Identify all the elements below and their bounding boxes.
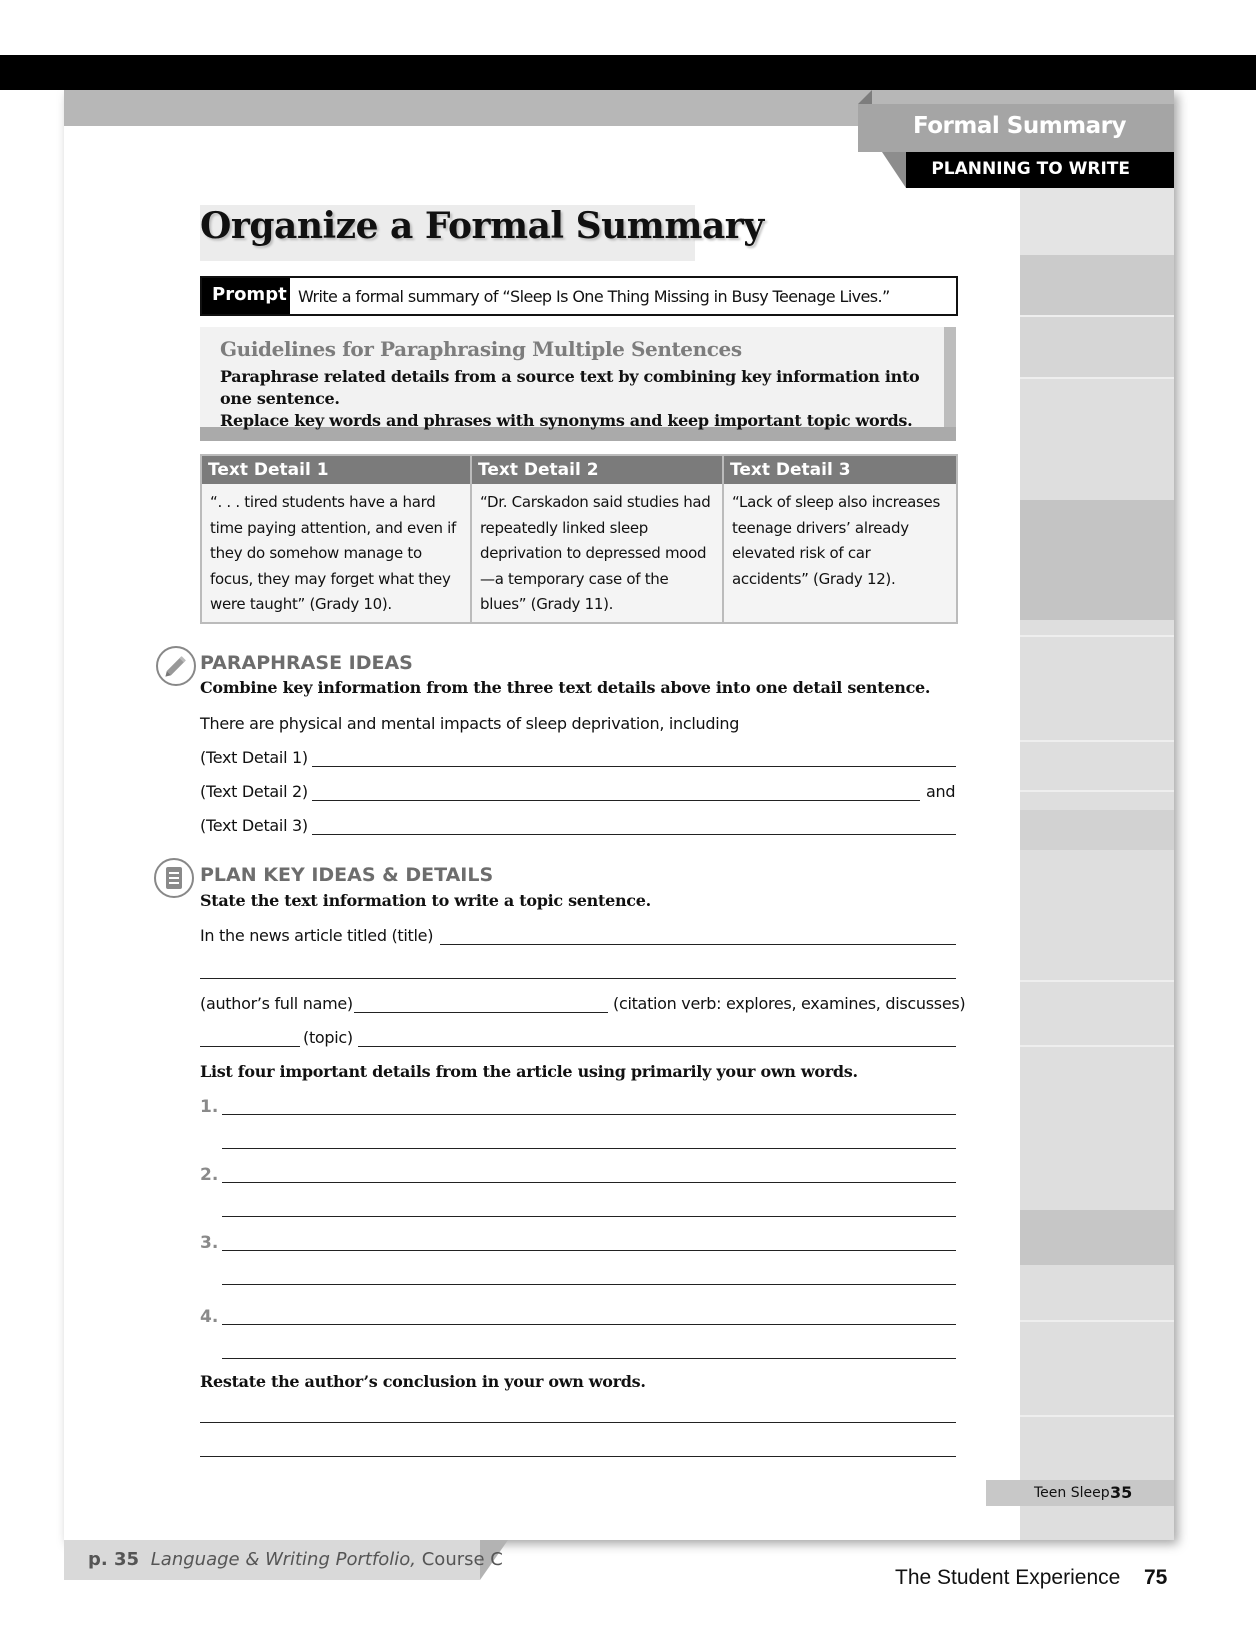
text-detail-2-cell: “Dr. Carskadon said studies had repeatedly linked sleep deprivation to depressed mood—a temporary case of the blues” (Grady 11). (472, 484, 722, 622)
answer-line[interactable] (222, 1216, 956, 1217)
answer-line[interactable] (222, 1148, 956, 1149)
subsection-tab-label: PLANNING TO WRITE (931, 159, 1130, 179)
answer-line[interactable] (222, 1250, 956, 1251)
text-detail-2-header: Text Detail 2 (472, 456, 722, 484)
author-label: (author’s full name) (200, 994, 353, 1013)
text-detail-1-header: Text Detail 1 (202, 456, 470, 484)
page-title: Organize a Formal Summary (200, 205, 764, 247)
answer-line[interactable] (312, 766, 956, 767)
document-icon (154, 858, 194, 898)
prompt-label: Prompt (202, 278, 290, 314)
tab-notch (858, 90, 872, 104)
details-instruction: List four important details from the article using primarily your own words. (200, 1062, 858, 1081)
answer-line[interactable] (200, 1456, 956, 1457)
right-sidebar (1020, 180, 1174, 1540)
paraphrase-instruction: Combine key information from the three text details above into one detail sentence. (200, 678, 931, 697)
plan-instruction: State the text information to write a topic sentence. (200, 891, 651, 910)
prompt-text: Write a formal summary of “Sleep Is One Thing Missing in Busy Teenage Lives.” (298, 287, 890, 306)
guidelines-line1: related details from a source text by combining key information into one sentence. (220, 367, 920, 408)
conclusion-instruction: Restate the author’s conclusion in your own words. (200, 1372, 646, 1391)
text-detail-1-label: (Text Detail 1) (200, 748, 308, 767)
plan-heading: PLAN KEY IDEAS & DETAILS (200, 864, 494, 886)
answer-line[interactable] (440, 944, 956, 945)
guidelines-shadow-right (944, 327, 956, 441)
text-detail-3-label: (Text Detail 3) (200, 816, 308, 835)
guidelines-heading: Guidelines for Paraphrasing Multiple Sentences (220, 337, 742, 361)
pencil-icon (156, 646, 196, 686)
text-detail-3-header: Text Detail 3 (724, 456, 956, 484)
guidelines-line2: Replace key words and phrases with synonyms and keep important topic words. (220, 411, 913, 430)
answer-line[interactable] (222, 1358, 956, 1359)
portfolio-page: p. 35 (88, 1549, 140, 1570)
text-detail-1-cell: “. . . tired students have a hard time paying attention, and even if they do somehow manage to focus, they may forget what they were taught” (Grady 10). (202, 484, 470, 622)
answer-line[interactable] (200, 1422, 956, 1423)
answer-line[interactable] (222, 1324, 956, 1325)
prompt-box (200, 276, 958, 316)
answer-line[interactable] (358, 1046, 956, 1047)
portfolio-reference (88, 1549, 503, 1570)
citation-verb-label: (citation verb: explores, examines, discusses) (613, 994, 966, 1013)
detail-number: 2. (200, 1165, 219, 1185)
text-detail-3-cell: “Lack of sleep also increases teenage drivers’ already elevated risk of car accidents” (Grady 12). (724, 484, 956, 622)
book-section: The Student Experience (895, 1566, 1121, 1589)
detail-number: 3. (200, 1233, 219, 1253)
portfolio-course: Course C (421, 1549, 503, 1570)
unit-page-number: 35 (1110, 1483, 1133, 1502)
answer-line[interactable] (222, 1284, 956, 1285)
column-divider (722, 456, 724, 622)
answer-line[interactable] (200, 978, 956, 979)
subsection-tab (906, 152, 1174, 188)
topic-label: (topic) (303, 1028, 353, 1047)
detail-number: 4. (200, 1307, 219, 1327)
title-label: In the news article titled (title) (200, 926, 434, 945)
guidelines-bold-term: Paraphrase (220, 367, 319, 386)
column-divider (470, 456, 472, 622)
section-tab-label: Formal Summary (912, 113, 1126, 139)
portfolio-title: Language & Writing Portfolio, (150, 1549, 416, 1570)
paraphrase-lead: There are physical and mental impacts of sleep deprivation, including (200, 714, 740, 733)
text-details-table (200, 454, 958, 624)
section-tab (858, 104, 1174, 152)
answer-line[interactable] (354, 1012, 608, 1013)
answer-line[interactable] (200, 1046, 300, 1047)
answer-line[interactable] (222, 1114, 956, 1115)
subsection-tab-shadow (882, 152, 906, 188)
guidelines-text (220, 366, 940, 432)
and-word: and (926, 782, 956, 801)
answer-line[interactable] (222, 1182, 956, 1183)
unit-name: Teen Sleep (1034, 1485, 1110, 1501)
answer-line[interactable] (312, 800, 920, 801)
text-detail-2-label: (Text Detail 2) (200, 782, 308, 801)
detail-number: 1. (200, 1097, 219, 1117)
paraphrase-heading: PARAPHRASE IDEAS (200, 652, 413, 674)
top-black-bar (0, 55, 1256, 90)
answer-line[interactable] (312, 834, 956, 835)
book-page-number: 75 (1144, 1566, 1168, 1589)
